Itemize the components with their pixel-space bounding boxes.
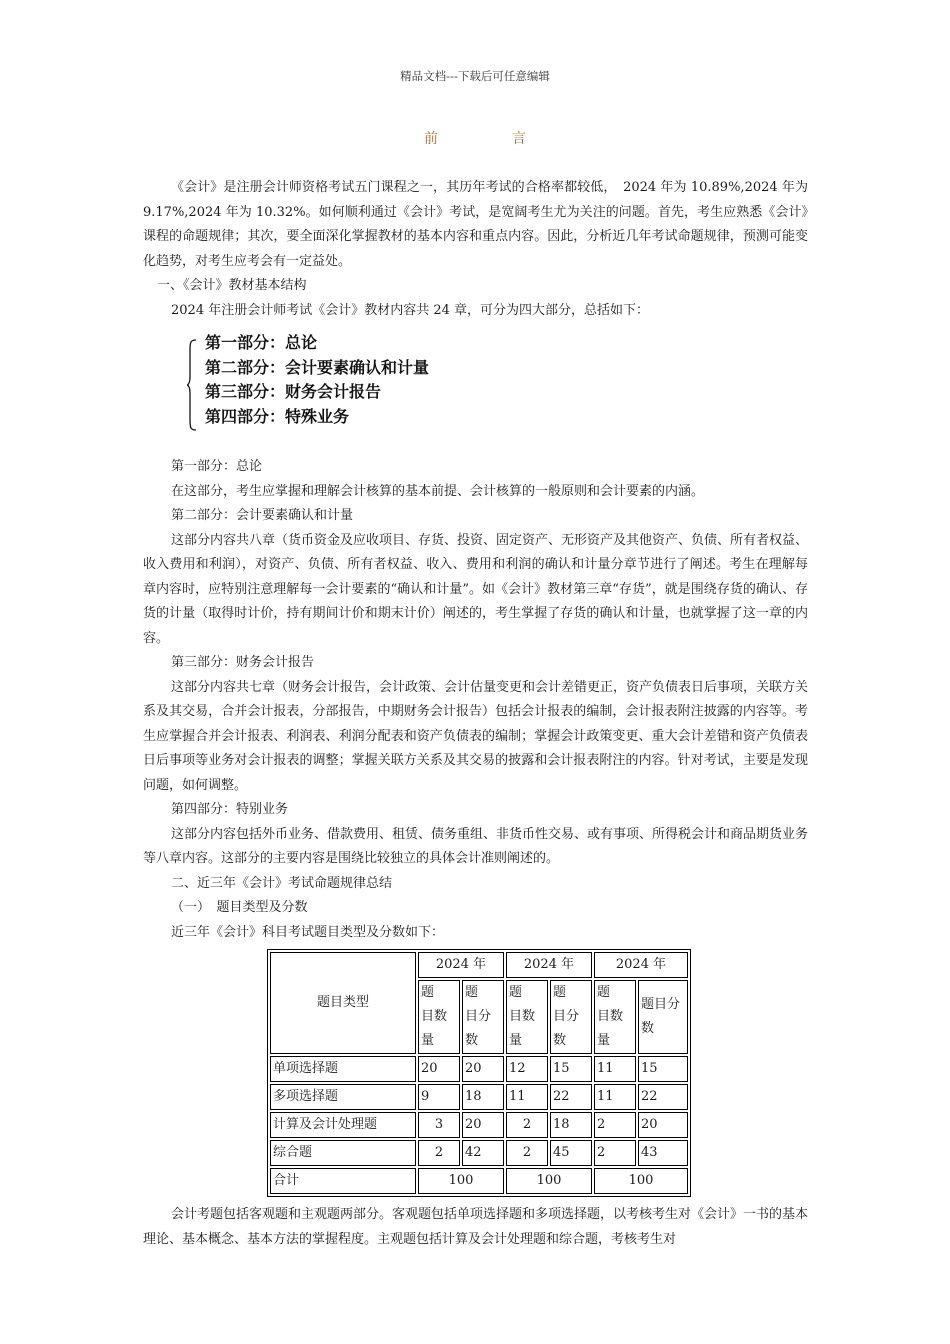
table-cell: 2 bbox=[506, 1112, 548, 1138]
total-label: 合计 bbox=[270, 1168, 416, 1194]
table-cell: 9 bbox=[418, 1084, 460, 1110]
total-cell: 100 bbox=[506, 1168, 592, 1194]
page-title: 前 言 bbox=[424, 131, 556, 147]
table-cell: 2 bbox=[594, 1140, 636, 1166]
subheader-cell: 题 目数量 bbox=[418, 980, 460, 1054]
part4-title: 第四部分：特别业务 bbox=[171, 802, 289, 817]
table-header-row bbox=[270, 952, 688, 978]
table-cell: 15 bbox=[550, 1056, 592, 1082]
year-header-cell: 2024 年 bbox=[506, 952, 592, 978]
part2-title: 第二部分：会计要素确认和计量 bbox=[171, 508, 354, 523]
table-cell: 20 bbox=[462, 1112, 504, 1138]
table-cell: 12 bbox=[506, 1056, 548, 1082]
table-cell: 15 bbox=[638, 1056, 688, 1082]
row-label: 单项选择题 bbox=[270, 1056, 416, 1082]
section2-lead: 近三年《会计》科目考试题目类型及分数如下： bbox=[171, 924, 445, 940]
table-cell: 11 bbox=[594, 1056, 636, 1082]
parts-item: 第四部分：特殊业务 bbox=[205, 406, 350, 426]
section2-subheading: （一） 题目类型及分数 bbox=[171, 900, 308, 915]
subheader-cell: 题 目数量 bbox=[506, 980, 548, 1054]
score-table bbox=[267, 949, 691, 1197]
table-cell: 22 bbox=[550, 1084, 592, 1110]
table-cell: 20 bbox=[418, 1056, 460, 1082]
brace-icon bbox=[187, 339, 197, 431]
intro-paragraph: 《会计》是注册会计师资格考试五门课程之一，其历年考试的合格率都较低， 2024 年为 10.89%,2024 年为 9.17%,2024 年为 10.32%。如何顺利通过《会计》考试，是宽阔考生尤为关注的问题。首先，考生应熟悉《会计》课程的命题规律；其次，要全面深化掌握教材的基本内容和重点内容。因此，分析近几年考试命题规律，预测可能变化趋势，对考生应考会有一定益处。 bbox=[143, 180, 808, 269]
section2-heading: 二、近三年《会计》考试命题规律总结 bbox=[171, 875, 393, 891]
table-cell: 45 bbox=[550, 1140, 592, 1166]
table-cell: 2 bbox=[418, 1140, 460, 1166]
document-body bbox=[143, 176, 808, 1252]
subheader-cell: 题 目分数 bbox=[462, 980, 504, 1054]
table-cell: 3 bbox=[418, 1112, 460, 1138]
table-cell: 43 bbox=[638, 1140, 688, 1166]
table-cell: 11 bbox=[594, 1084, 636, 1110]
page-header: 精品文档---下载后可任意编辑 bbox=[400, 69, 550, 83]
section1-heading: 一、《会计》教材基本结构 bbox=[157, 278, 307, 293]
row-label: 综合题 bbox=[270, 1140, 416, 1166]
table-cell: 22 bbox=[638, 1084, 688, 1110]
year-header-cell: 2024 年 bbox=[418, 952, 504, 978]
subheader-cell: 题目分数 bbox=[638, 980, 688, 1054]
table-cell: 20 bbox=[462, 1056, 504, 1082]
table-row bbox=[270, 1056, 688, 1082]
table-cell: 2 bbox=[506, 1140, 548, 1166]
table-row bbox=[270, 1084, 688, 1110]
table-cell: 2 bbox=[594, 1112, 636, 1138]
year-header-cell: 2024 年 bbox=[594, 952, 688, 978]
table-row bbox=[270, 1112, 688, 1138]
table-cell: 11 bbox=[506, 1084, 548, 1110]
table-cell: 18 bbox=[550, 1112, 592, 1138]
row-label: 计算及会计处理题 bbox=[270, 1112, 416, 1138]
parts-item: 第一部分：总论 bbox=[205, 333, 318, 352]
part1-text: 在这部分，考生应掌握和理解会计核算的基本前提、会计核算的一般原则和会计要素的内涵。 bbox=[171, 483, 705, 499]
subheader-cell: 题 目数量 bbox=[594, 980, 636, 1054]
part3-text: 这部分内容共七章（财务会计报告，会计政策、会计估量变更和会计差错更正，资产负债表日后事项，关联方关系及其交易，合并会计报表，分部报告，中期财务会计报告）包括会计报表的编制，会计报表附注披露的内容等。考生应掌握合并会计报表、利润表、利润分配表和资产负债表的编制；掌握会计政策变更、重大会计差错和资产负债表日后事项等业务对会计报表的调整；掌握关联方关系及其交易的披露和会计报表附注的内容。针对考试，主要是发现问题，如何调整。 bbox=[143, 679, 809, 793]
table-total-row bbox=[270, 1168, 688, 1194]
table-cell: 18 bbox=[462, 1084, 504, 1110]
closing-paragraph: 会计考题包括客观题和主观题两部分。客观题包括单项选择题和多项选择题，以考核考生对《会计》一书的基本理论、基本概念、基本方法的掌握程度。主观题包括计算及会计处理题和综合题，考核考生对 bbox=[143, 1207, 809, 1247]
table-cell: 20 bbox=[638, 1112, 688, 1138]
table-cell: 42 bbox=[462, 1140, 504, 1166]
total-cell: 100 bbox=[594, 1168, 688, 1194]
section1-lead: 2024 年注册会计师考试《会计》教材内容共 24 章，可分为四大部分，总括如下： bbox=[171, 302, 650, 318]
parts-diagram bbox=[187, 331, 808, 447]
part2-text: 这部分内容共八章（货币资金及应收项目、存货、投资、固定资产、无形资产及其他资产、负债、所有者权益、收入费用和利润），对资产、负债、所有者权益、收入、费用和利润的确认和计量分章节进行了阐述。考生在理解每章内容时，应特别注意理解每一会计要素的“确认和计量”。如《会计》教材第三章“存货”，就是围绕存货的确认、存货的计量（取得时计价，持有期间计价和期末计价）阐述的，考生掌握了存货的确认和计量，也就掌握了这一章的内容。 bbox=[143, 532, 809, 646]
subheader-cell: 题 目分数 bbox=[550, 980, 592, 1054]
part1-title: 第一部分：总论 bbox=[171, 459, 263, 474]
parts-item: 第三部分：财务会计报告 bbox=[205, 382, 382, 401]
type-header-cell: 题目类型 bbox=[270, 952, 416, 1054]
row-label: 多项选择题 bbox=[270, 1084, 416, 1110]
parts-item: 第二部分：会计要素确认和计量 bbox=[205, 357, 430, 377]
parts-list bbox=[205, 331, 429, 429]
total-cell: 100 bbox=[418, 1168, 504, 1194]
table-row bbox=[270, 1140, 688, 1166]
part4-text: 这部分内容包括外币业务、借款费用、租赁、债务重组、非货币性交易、或有事项、所得税会计和商品期货业务等八章内容。这部分的主要内容是围绕比较独立的具体会计准则阐述的。 bbox=[143, 826, 809, 866]
part3-title: 第三部分：财务会计报告 bbox=[171, 655, 315, 670]
